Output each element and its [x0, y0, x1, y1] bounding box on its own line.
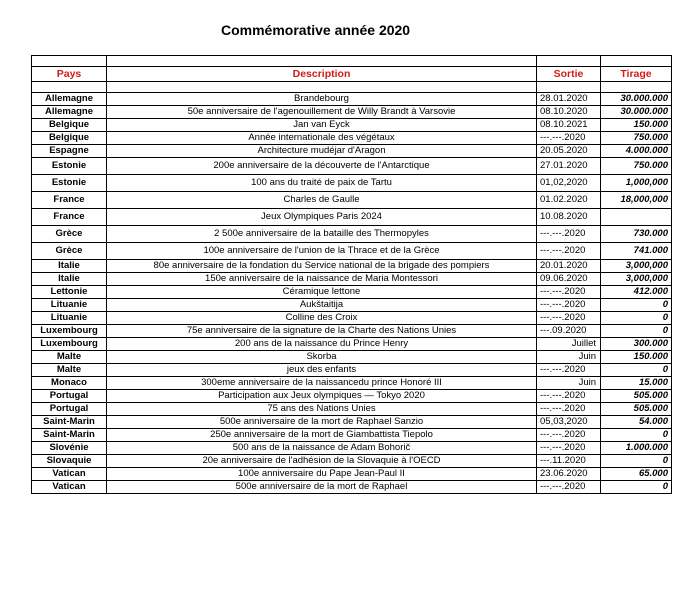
description-cell: Aukštaitija: [107, 299, 537, 312]
sortie-cell: 23.06.2020: [537, 468, 601, 481]
sortie-cell: ---.---.2020: [537, 364, 601, 377]
description-cell: 500e anniversaire de la mort de Raphael: [107, 481, 537, 494]
table-row: [32, 403, 672, 416]
table-row: [32, 175, 672, 192]
table-row: [32, 243, 672, 260]
table-row: [32, 132, 672, 145]
pays-cell: Malte: [32, 351, 107, 364]
description-cell: Colline des Croix: [107, 312, 537, 325]
tirage-cell: 150.000: [601, 119, 672, 132]
table-row: [32, 377, 672, 390]
tirage-cell: 0: [601, 429, 672, 442]
description-cell: 75e anniversaire de la signature de la Charte des Nations Unies: [107, 325, 537, 338]
tirage-cell: 0: [601, 364, 672, 377]
description-cell: Architecture mudéjar d'Aragon: [107, 145, 537, 158]
sortie-cell: 08.10.2020: [537, 106, 601, 119]
description-cell: 500e anniversaire de la mort de Raphael Sanzio: [107, 416, 537, 429]
sortie-cell: ---.09.2020: [537, 325, 601, 338]
description-cell: Céramique lettone: [107, 286, 537, 299]
tirage-cell: 1.000.000: [601, 442, 672, 455]
table-row: [32, 442, 672, 455]
table-row: [32, 364, 672, 377]
description-cell: Brandebourg: [107, 93, 537, 106]
description-cell: 250e anniversaire de la mort de Giambattista Tiepolo: [107, 429, 537, 442]
description-cell: Jeux Olympiques Paris 2024: [107, 209, 537, 226]
description-cell: 2 500e anniversaire de la bataille des Thermopyles: [107, 226, 537, 243]
blank-row: [32, 56, 672, 67]
sortie-cell: ---.---.2020: [537, 132, 601, 145]
tirage-cell: 505.000: [601, 403, 672, 416]
page-title: Commémorative année 2020: [221, 22, 411, 38]
pays-cell: Portugal: [32, 390, 107, 403]
description-cell: 100e anniversaire de l'union de la Thrace et de la Grèce: [107, 243, 537, 260]
table-row: [32, 299, 672, 312]
blank-row: [32, 82, 672, 93]
pays-cell: Saint-Marin: [32, 416, 107, 429]
table-row: [32, 325, 672, 338]
tirage-cell: 65.000: [601, 468, 672, 481]
sortie-cell: 05,03,2020: [537, 416, 601, 429]
sortie-cell: ---.---.2020: [537, 442, 601, 455]
description-cell: 200 ans de la naissance du Prince Henry: [107, 338, 537, 351]
table-row: [32, 106, 672, 119]
sortie-cell: 20.01.2020: [537, 260, 601, 273]
description-cell: Participation aux Jeux olympiques — Tokyo 2020: [107, 390, 537, 403]
sortie-cell: ---.---.2020: [537, 312, 601, 325]
pays-cell: Grèce: [32, 226, 107, 243]
tirage-cell: 54.000: [601, 416, 672, 429]
sortie-cell: 01,02,2020: [537, 175, 601, 192]
description-cell: 100e anniversaire du Pape Jean-Paul II: [107, 468, 537, 481]
sortie-cell: ---.---.2020: [537, 403, 601, 416]
table-row: [32, 158, 672, 175]
tirage-cell: 3,000,000: [601, 260, 672, 273]
pays-cell: Belgique: [32, 132, 107, 145]
table-row: [32, 226, 672, 243]
table-row: [32, 351, 672, 364]
pays-cell: Italie: [32, 260, 107, 273]
tirage-cell: 730.000: [601, 226, 672, 243]
description-cell: 20e anniversaire de l'adhésion de la Slovaquie à l'OECD: [107, 455, 537, 468]
table-row: [32, 338, 672, 351]
table-row: [32, 145, 672, 158]
sortie-cell: 27.01.2020: [537, 158, 601, 175]
header-tirage: Tirage: [601, 67, 672, 82]
sortie-cell: ---.---.2020: [537, 390, 601, 403]
description-cell: Jan van Eyck: [107, 119, 537, 132]
sortie-cell: 20.05.2020: [537, 145, 601, 158]
sortie-cell: 01.02.2020: [537, 192, 601, 209]
pays-cell: Saint-Marin: [32, 429, 107, 442]
tirage-cell: 18,000,000: [601, 192, 672, 209]
tirage-cell: 300.000: [601, 338, 672, 351]
header-row: [32, 67, 672, 82]
pays-cell: Lituanie: [32, 299, 107, 312]
header-pays: Pays: [32, 67, 107, 82]
sortie-cell: Juin: [537, 377, 601, 390]
table-row: [32, 192, 672, 209]
pays-cell: Estonie: [32, 175, 107, 192]
pays-cell: Allemagne: [32, 93, 107, 106]
tirage-cell: 0: [601, 325, 672, 338]
sortie-cell: 10.08.2020: [537, 209, 601, 226]
sortie-cell: ---.---.2020: [537, 243, 601, 260]
table-row: [32, 468, 672, 481]
tirage-cell: 741.000: [601, 243, 672, 260]
table-row: [32, 209, 672, 226]
pays-cell: Monaco: [32, 377, 107, 390]
tirage-cell: 4.000.000: [601, 145, 672, 158]
description-cell: 300eme anniversaire de la naissancedu prince Honoré III: [107, 377, 537, 390]
pays-cell: Lettonie: [32, 286, 107, 299]
pays-cell: Espagne: [32, 145, 107, 158]
tirage-cell: 30.000.000: [601, 93, 672, 106]
description-cell: 50e anniversaire de l'agenouillement de Willy Brandt à Varsovie: [107, 106, 537, 119]
tirage-cell: 505.000: [601, 390, 672, 403]
table-row: [32, 260, 672, 273]
header-description: Description: [107, 67, 537, 82]
sortie-cell: Juillet: [537, 338, 601, 351]
description-cell: jeux des enfants: [107, 364, 537, 377]
tirage-cell: 412.000: [601, 286, 672, 299]
description-cell: 80e anniversaire de la fondation du Service national de la brigade des pompiers: [107, 260, 537, 273]
tirage-cell: 15.000: [601, 377, 672, 390]
sortie-cell: ---.---.2020: [537, 299, 601, 312]
table-row: [32, 416, 672, 429]
tirage-cell: 0: [601, 481, 672, 494]
pays-cell: Luxembourg: [32, 325, 107, 338]
pays-cell: Belgique: [32, 119, 107, 132]
pays-cell: Allemagne: [32, 106, 107, 119]
description-cell: 150e anniversaire de la naissance de Maria Montessori: [107, 273, 537, 286]
header-sortie: Sortie: [537, 67, 601, 82]
description-cell: 75 ans des Nations Unies: [107, 403, 537, 416]
sortie-cell: 09.06.2020: [537, 273, 601, 286]
pays-cell: Grèce: [32, 243, 107, 260]
sortie-cell: ---.---.2020: [537, 429, 601, 442]
pays-cell: Estonie: [32, 158, 107, 175]
pays-cell: Lituanie: [32, 312, 107, 325]
sortie-cell: ---.---.2020: [537, 226, 601, 243]
tirage-cell: 0: [601, 312, 672, 325]
coins-table: [31, 55, 672, 494]
tirage-cell: 0: [601, 299, 672, 312]
tirage-cell: 3,000,000: [601, 273, 672, 286]
sortie-cell: Juin: [537, 351, 601, 364]
pays-cell: Vatican: [32, 481, 107, 494]
pays-cell: Portugal: [32, 403, 107, 416]
table-row: [32, 481, 672, 494]
table-row: [32, 286, 672, 299]
tirage-cell: [601, 209, 672, 226]
table-row: [32, 312, 672, 325]
tirage-cell: 750.000: [601, 132, 672, 145]
sortie-cell: 28.01.2020: [537, 93, 601, 106]
tirage-cell: 30.000.000: [601, 106, 672, 119]
sortie-cell: ---.---.2020: [537, 286, 601, 299]
pays-cell: Malte: [32, 364, 107, 377]
table-row: [32, 390, 672, 403]
pays-cell: Slovénie: [32, 442, 107, 455]
sortie-cell: ---.---.2020: [537, 481, 601, 494]
table-row: [32, 455, 672, 468]
sortie-cell: ---.11.2020: [537, 455, 601, 468]
pays-cell: Italie: [32, 273, 107, 286]
pays-cell: France: [32, 209, 107, 226]
description-cell: Année internationale des végétaux: [107, 132, 537, 145]
description-cell: 200e anniversaire de la découverte de l'Antarctique: [107, 158, 537, 175]
tirage-cell: 1,000,000: [601, 175, 672, 192]
description-cell: Charles de Gaulle: [107, 192, 537, 209]
pays-cell: Vatican: [32, 468, 107, 481]
sortie-cell: 08.10.2021: [537, 119, 601, 132]
description-cell: Skorba: [107, 351, 537, 364]
table-row: [32, 273, 672, 286]
description-cell: 100 ans du traité de paix de Tartu: [107, 175, 537, 192]
pays-cell: Slovaquie: [32, 455, 107, 468]
description-cell: 500 ans de la naissance de Adam Bohorič: [107, 442, 537, 455]
tirage-cell: 750.000: [601, 158, 672, 175]
table-row: [32, 429, 672, 442]
table-row: [32, 119, 672, 132]
pays-cell: France: [32, 192, 107, 209]
tirage-cell: 0: [601, 455, 672, 468]
table-row: [32, 93, 672, 106]
pays-cell: Luxembourg: [32, 338, 107, 351]
tirage-cell: 150.000: [601, 351, 672, 364]
